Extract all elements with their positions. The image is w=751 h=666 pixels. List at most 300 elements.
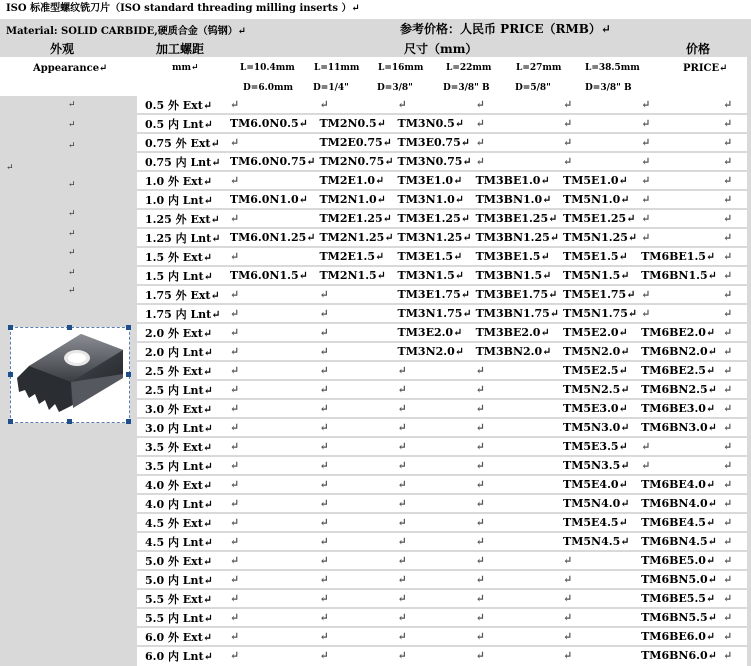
- part-number-cell[interactable]: ↵: [315, 361, 393, 380]
- price-cell[interactable]: ↵: [719, 285, 751, 304]
- part-number-cell[interactable]: TM5N4.5↵: [559, 532, 637, 551]
- part-number-cell[interactable]: ↵: [315, 475, 393, 494]
- table-row: [137, 494, 751, 513]
- part-number-cell[interactable]: TM5N2.0↵: [559, 342, 637, 361]
- part-number-cell[interactable]: ↵: [226, 627, 316, 646]
- table-row: [137, 513, 751, 532]
- part-number-cell[interactable]: ↵: [559, 152, 637, 171]
- part-number-cell[interactable]: ↵: [315, 399, 393, 418]
- price-label: 参考价格：人民币 PRICE（RMB）↵: [400, 22, 611, 36]
- price-cell[interactable]: ↵: [719, 418, 751, 437]
- material-row: [0, 19, 751, 38]
- part-number-cell[interactable]: TM3BE2.0↵: [472, 323, 559, 342]
- paragraph-mark: ↵: [68, 180, 76, 190]
- threading-insert-icon: [11, 328, 129, 422]
- price-cell[interactable]: ↵: [719, 456, 751, 475]
- part-number-cell[interactable]: TM6BN4.5↵: [637, 532, 719, 551]
- part-number-cell[interactable]: ↵: [637, 228, 719, 247]
- table-row: [137, 323, 751, 342]
- part-number-cell[interactable]: TM6.0N0.5↵: [226, 114, 316, 133]
- part-number-cell[interactable]: ↵: [315, 627, 393, 646]
- table-row: [137, 361, 751, 380]
- pitch-cell[interactable]: 1.5 内 Lnt↵: [137, 266, 226, 285]
- part-number-cell[interactable]: TM3N2.0↵: [394, 342, 472, 361]
- price-cell[interactable]: ↵: [719, 627, 751, 646]
- part-number-cell[interactable]: TM6BN5.0↵: [637, 570, 719, 589]
- resize-handle[interactable]: [126, 372, 131, 377]
- part-number-cell[interactable]: TM5E1.5↵: [559, 247, 637, 266]
- resize-handle[interactable]: [8, 419, 13, 424]
- price-cell[interactable]: ↵: [719, 361, 751, 380]
- part-number-cell[interactable]: ↵: [472, 114, 559, 133]
- pitch-cell[interactable]: 4.5 外 Ext↵: [137, 513, 226, 532]
- table-row: [137, 380, 751, 399]
- part-number-cell[interactable]: ↵: [637, 133, 719, 152]
- part-number-cell[interactable]: ↵: [226, 456, 316, 475]
- part-number-cell[interactable]: ↵: [472, 646, 559, 664]
- part-number-cell[interactable]: ↵: [475, 98, 485, 111]
- part-number-cell[interactable]: ↵: [637, 114, 719, 133]
- part-number-cell[interactable]: TM5N4.0↵: [559, 494, 637, 513]
- price-cell[interactable]: ↵: [719, 171, 751, 190]
- part-number-cell[interactable]: TM5E4.0↵: [559, 475, 637, 494]
- part-number-cell[interactable]: ↵: [472, 608, 559, 627]
- price-cell[interactable]: ↵: [719, 646, 751, 664]
- price-cell[interactable]: ↵: [719, 399, 751, 418]
- part-number-cell[interactable]: ↵: [472, 570, 559, 589]
- part-number-cell[interactable]: ↵: [226, 418, 316, 437]
- part-number-cell[interactable]: ↵: [226, 323, 316, 342]
- part-number-cell[interactable]: TM3BE1.75↵: [472, 285, 559, 304]
- price-cell[interactable]: ↵: [719, 494, 751, 513]
- part-number-cell[interactable]: ↵: [226, 209, 316, 228]
- part-number-cell[interactable]: TM6BN1.5↵: [637, 266, 719, 285]
- part-number-cell[interactable]: ↵: [394, 608, 472, 627]
- table-row: [137, 304, 751, 323]
- pitch-cell[interactable]: 2.0 内 Lnt↵: [137, 342, 226, 361]
- table-row: [137, 399, 751, 418]
- part-number-cell[interactable]: TM6BE2.5↵: [637, 361, 719, 380]
- price-cell[interactable]: ↵: [719, 570, 751, 589]
- material-text: Material: SOLID CARBIDE,硬质合金（钨钢）↵: [6, 26, 247, 37]
- part-number-cell[interactable]: TM2N0.75↵: [315, 152, 393, 171]
- pitch-cell[interactable]: 5.5 外 Ext↵: [137, 589, 226, 608]
- part-number-cell[interactable]: TM2N1.25↵: [315, 228, 393, 247]
- part-number-cell[interactable]: ↵: [472, 494, 559, 513]
- resize-handle[interactable]: [8, 372, 13, 377]
- part-number-cell[interactable]: ↵: [394, 570, 472, 589]
- part-number-cell[interactable]: ↵: [226, 304, 316, 323]
- part-number-cell[interactable]: ↵: [559, 646, 637, 664]
- part-number-cell[interactable]: TM5N3.5↵: [559, 456, 637, 475]
- paragraph-mark: ↵: [68, 248, 76, 258]
- part-number-cell[interactable]: ↵: [397, 98, 407, 111]
- part-number-cell[interactable]: ↵: [637, 209, 719, 228]
- part-number-cell[interactable]: ↵: [226, 171, 316, 190]
- part-number-cell[interactable]: TM3BE1.0↵: [472, 171, 559, 190]
- part-number-cell[interactable]: ↵: [315, 418, 393, 437]
- pitch-cell[interactable]: 2.5 外 Ext↵: [137, 361, 226, 380]
- part-number-cell[interactable]: ↵: [472, 551, 559, 570]
- part-number-cell[interactable]: ↵: [472, 380, 559, 399]
- part-number-cell[interactable]: ↵: [637, 285, 719, 304]
- table-row: [137, 437, 751, 456]
- pitch-cell[interactable]: 5.0 内 Lnt↵: [137, 570, 226, 589]
- part-number-cell[interactable]: ↵: [472, 589, 559, 608]
- header-row: [0, 38, 751, 57]
- price-cell[interactable]: ↵: [719, 342, 751, 361]
- part-number-cell[interactable]: ↵: [472, 133, 559, 152]
- subheader-row: [0, 57, 751, 96]
- table-row: [137, 551, 751, 570]
- table-body: [137, 96, 751, 664]
- part-number-cell[interactable]: TM2E1.5↵: [315, 247, 393, 266]
- part-number-cell[interactable]: TM3BE1.25↵: [472, 209, 559, 228]
- part-number-cell[interactable]: ↵: [637, 152, 719, 171]
- part-number-cell[interactable]: TM3BN1.5↵: [472, 266, 559, 285]
- part-number-cell[interactable]: ↵: [637, 437, 719, 456]
- part-number-cell[interactable]: ↵: [637, 456, 719, 475]
- part-number-cell[interactable]: ↵: [394, 646, 472, 664]
- part-number-cell[interactable]: TM6BE5.5↵: [637, 589, 719, 608]
- pitch-cell[interactable]: 0.75 内 Lnt↵: [137, 152, 226, 171]
- part-number-cell[interactable]: ↵: [394, 494, 472, 513]
- part-number-cell[interactable]: ↵: [226, 551, 316, 570]
- part-number-cell[interactable]: ↵: [472, 152, 559, 171]
- part-number-cell[interactable]: TM3N1.5↵: [394, 266, 472, 285]
- part-number-cell[interactable]: ↵: [559, 133, 637, 152]
- price-cell[interactable]: ↵: [723, 98, 733, 111]
- table-row: [137, 589, 751, 608]
- part-number-cell[interactable]: ↵: [641, 98, 651, 111]
- part-number-cell[interactable]: ↵: [226, 646, 316, 664]
- part-number-cell[interactable]: ↵: [315, 437, 393, 456]
- part-number-cell[interactable]: ↵: [226, 513, 316, 532]
- pitch-cell[interactable]: 5.0 外 Ext↵: [137, 551, 226, 570]
- part-number-cell[interactable]: ↵: [226, 589, 316, 608]
- part-number-cell[interactable]: ↵: [315, 285, 393, 304]
- table-row: [137, 608, 751, 627]
- price-cell[interactable]: ↵: [719, 589, 751, 608]
- part-number-cell[interactable]: ↵: [559, 570, 637, 589]
- pitch-cell[interactable]: 2.5 内 Lnt↵: [137, 380, 226, 399]
- part-number-cell[interactable]: ↵: [472, 456, 559, 475]
- part-number-cell[interactable]: ↵: [315, 646, 393, 664]
- part-number-cell[interactable]: TM2N1.5↵: [315, 266, 393, 285]
- part-number-cell[interactable]: ↵: [226, 570, 316, 589]
- part-number-cell[interactable]: TM5E2.0↵: [559, 323, 637, 342]
- part-number-cell[interactable]: ↵: [472, 627, 559, 646]
- part-number-cell[interactable]: TM6.0N0.75↵: [226, 152, 316, 171]
- price-cell[interactable]: ↵: [719, 114, 751, 133]
- table-row: [137, 342, 751, 361]
- price-cell[interactable]: ↵: [719, 190, 751, 209]
- price-cell[interactable]: ↵: [719, 513, 751, 532]
- col-diameter: D=3/8": [377, 83, 413, 93]
- part-number-cell[interactable]: TM5E1.0↵: [559, 171, 637, 190]
- pitch-cell[interactable]: 4.5 内 Lnt↵: [137, 532, 226, 551]
- price-cell[interactable]: ↵: [719, 152, 751, 171]
- part-number-cell[interactable]: ↵: [226, 361, 316, 380]
- part-number-cell[interactable]: ↵: [226, 494, 316, 513]
- resize-handle[interactable]: [67, 419, 72, 424]
- pitch-cell[interactable]: 1.5 外 Ext↵: [137, 247, 226, 266]
- part-number-cell[interactable]: ↵: [563, 98, 573, 111]
- part-number-cell[interactable]: ↵: [319, 98, 329, 111]
- price-cell[interactable]: ↵: [719, 437, 751, 456]
- col-diameter: D=5/8": [515, 83, 551, 93]
- part-number-cell[interactable]: ↵: [315, 608, 393, 627]
- part-number-cell[interactable]: TM3N0.5↵: [394, 114, 472, 133]
- part-number-cell[interactable]: TM5E1.75↵: [559, 285, 637, 304]
- part-number-cell[interactable]: TM3BN2.0↵: [472, 342, 559, 361]
- part-number-cell[interactable]: TM2N0.5↵: [315, 114, 393, 133]
- part-number-cell[interactable]: ↵: [394, 456, 472, 475]
- right-border: [747, 38, 751, 666]
- part-number-cell[interactable]: TM3E1.0↵: [394, 171, 472, 190]
- price-cell[interactable]: ↵: [719, 266, 751, 285]
- part-number-cell[interactable]: ↵: [394, 418, 472, 437]
- price-cell[interactable]: ↵: [719, 323, 751, 342]
- price-cell[interactable]: ↵: [719, 209, 751, 228]
- part-number-cell[interactable]: ↵: [315, 570, 393, 589]
- price-cell[interactable]: ↵: [719, 608, 751, 627]
- table-row: [137, 475, 751, 494]
- pitch-cell[interactable]: 0.5 内 Lnt↵: [137, 114, 226, 133]
- price-cell[interactable]: ↵: [719, 475, 751, 494]
- part-number-cell[interactable]: TM3N1.0↵: [394, 190, 472, 209]
- part-number-cell[interactable]: TM6.0N1.0↵: [226, 190, 316, 209]
- col-length: L=38.5mm: [585, 63, 640, 73]
- part-number-cell[interactable]: TM3BE1.5↵: [472, 247, 559, 266]
- pitch-cell[interactable]: 1.25 外 Ext↵: [137, 209, 226, 228]
- appearance-header-en: Appearance↵: [33, 63, 108, 74]
- part-number-cell[interactable]: ↵: [394, 437, 472, 456]
- part-number-cell[interactable]: TM3BN1.0↵: [472, 190, 559, 209]
- part-number-cell[interactable]: TM2E1.0↵: [315, 171, 393, 190]
- part-number-cell[interactable]: ↵: [559, 114, 637, 133]
- table-row: [137, 152, 751, 171]
- part-number-cell[interactable]: ↵: [394, 399, 472, 418]
- part-number-cell[interactable]: ↵: [226, 247, 316, 266]
- price-cell[interactable]: ↵: [719, 304, 751, 323]
- part-number-cell[interactable]: TM3N1.25↵: [394, 228, 472, 247]
- part-number-cell[interactable]: ↵: [394, 627, 472, 646]
- part-number-cell[interactable]: ↵: [394, 551, 472, 570]
- part-number-cell[interactable]: ↵: [315, 323, 393, 342]
- col-diameter: D=6.0mm: [243, 83, 294, 93]
- price-cell[interactable]: ↵: [719, 551, 751, 570]
- part-number-cell[interactable]: ↵: [472, 437, 559, 456]
- appearance-header-cn: 外观: [50, 42, 75, 56]
- part-number-cell[interactable]: ↵: [229, 98, 240, 111]
- paragraph-mark: ↵: [68, 100, 76, 110]
- part-number-cell[interactable]: TM6BE5.0↵: [637, 551, 719, 570]
- part-number-cell[interactable]: TM5N3.0↵: [559, 418, 637, 437]
- price-cell[interactable]: ↵: [719, 133, 751, 152]
- price-cell[interactable]: ↵: [719, 532, 751, 551]
- resize-handle[interactable]: [8, 325, 13, 330]
- part-number-cell[interactable]: ↵: [315, 589, 393, 608]
- pitch-cell[interactable]: 1.75 内 Lnt↵: [137, 304, 226, 323]
- pitch-cell[interactable]: 6.0 外 Ext↵: [137, 627, 226, 646]
- part-number-cell[interactable]: ↵: [226, 399, 316, 418]
- part-number-cell[interactable]: ↵: [472, 532, 559, 551]
- paragraph-mark: ↵: [6, 163, 14, 173]
- part-number-cell[interactable]: ↵: [394, 589, 472, 608]
- part-number-cell[interactable]: TM6BN4.0↵: [637, 494, 719, 513]
- pitch-cell[interactable]: 6.0 内 Lnt↵: [137, 646, 226, 664]
- price-cell[interactable]: ↵: [719, 247, 751, 266]
- pitch-cell[interactable]: 3.5 内 Lnt↵: [137, 456, 226, 475]
- part-number-cell[interactable]: ↵: [394, 361, 472, 380]
- part-number-cell[interactable]: TM6BN3.0↵: [637, 418, 719, 437]
- part-number-cell[interactable]: ↵: [472, 418, 559, 437]
- part-number-cell[interactable]: ↵: [394, 532, 472, 551]
- part-number-cell[interactable]: ↵: [472, 513, 559, 532]
- part-number-cell[interactable]: TM5N1.5↵: [559, 266, 637, 285]
- part-number-cell[interactable]: TM6.0N1.25↵: [226, 228, 316, 247]
- part-number-cell[interactable]: ↵: [226, 342, 316, 361]
- price-header-cn: 价格: [686, 42, 711, 56]
- part-number-cell[interactable]: TM2N1.0↵: [315, 190, 393, 209]
- part-number-cell[interactable]: ↵: [637, 304, 719, 323]
- part-number-cell[interactable]: ↵: [315, 342, 393, 361]
- part-number-cell[interactable]: ↵: [226, 285, 316, 304]
- part-number-cell[interactable]: TM2E0.75↵: [315, 133, 393, 152]
- document-title: ISO 标准型螺纹铣刀片（ISO standard threading milling inserts ）↵: [6, 3, 360, 14]
- pitch-cell[interactable]: 0.75 外 Ext↵: [137, 133, 226, 152]
- part-number-cell[interactable]: ↵: [226, 133, 316, 152]
- part-number-cell[interactable]: TM3N0.75↵: [394, 152, 472, 171]
- pitch-cell[interactable]: 0.5 外 Ext↵: [145, 98, 213, 112]
- paragraph-mark: ↵: [68, 268, 76, 278]
- table-row: [137, 209, 751, 228]
- part-number-cell[interactable]: ↵: [315, 532, 393, 551]
- pitch-cell[interactable]: 5.5 内 Lnt↵: [137, 608, 226, 627]
- part-number-cell[interactable]: TM3E1.75↵: [394, 285, 472, 304]
- part-number-cell[interactable]: ↵: [394, 513, 472, 532]
- table-row: [137, 190, 751, 209]
- part-number-cell[interactable]: TM3E1.5↵: [394, 247, 472, 266]
- col-length: L=16mm: [378, 63, 424, 73]
- part-number-cell[interactable]: ↵: [637, 190, 719, 209]
- part-number-cell[interactable]: TM5N1.75↵: [559, 304, 637, 323]
- part-number-cell[interactable]: TM3E0.75↵: [394, 133, 472, 152]
- paragraph-mark: ↵: [68, 120, 76, 130]
- paragraph-mark: ↵: [68, 286, 76, 296]
- price-cell[interactable]: ↵: [719, 228, 751, 247]
- part-number-cell[interactable]: TM3E1.25↵: [394, 209, 472, 228]
- part-number-cell[interactable]: TM5N1.25↵: [559, 228, 637, 247]
- resize-handle[interactable]: [126, 419, 131, 424]
- insert-product-image[interactable]: [10, 327, 130, 423]
- part-number-cell[interactable]: ↵: [315, 380, 393, 399]
- col-diameter: D=3/8" B: [585, 83, 632, 93]
- part-number-cell[interactable]: TM5E2.5↵: [559, 361, 637, 380]
- pitch-cell[interactable]: 3.5 外 Ext↵: [137, 437, 226, 456]
- resize-handle[interactable]: [126, 325, 131, 330]
- pitch-cell[interactable]: 3.0 外 Ext↵: [137, 399, 226, 418]
- col-diameter: D=1/4": [313, 83, 349, 93]
- part-number-cell[interactable]: ↵: [394, 475, 472, 494]
- part-number-cell[interactable]: TM6BE4.0↵: [637, 475, 719, 494]
- col-diameter: D=3/8" B: [443, 83, 490, 93]
- pitch-cell[interactable]: 1.0 内 Lnt↵: [137, 190, 226, 209]
- resize-handle[interactable]: [67, 325, 72, 330]
- part-number-cell[interactable]: TM6BE6.0↵: [637, 627, 719, 646]
- part-number-cell[interactable]: ↵: [315, 304, 393, 323]
- part-number-cell[interactable]: TM3BN1.75↵: [472, 304, 559, 323]
- part-number-cell[interactable]: ↵: [472, 399, 559, 418]
- part-number-cell[interactable]: TM5E3.0↵: [559, 399, 637, 418]
- part-number-cell[interactable]: TM3N1.75↵: [394, 304, 472, 323]
- table-row: [137, 266, 751, 285]
- part-number-cell[interactable]: ↵: [315, 513, 393, 532]
- pitch-cell[interactable]: 3.0 内 Lnt↵: [137, 418, 226, 437]
- part-number-cell[interactable]: TM3BN1.25↵: [472, 228, 559, 247]
- col-length: L=11mm: [314, 63, 360, 73]
- part-number-cell[interactable]: TM6BE1.5↵: [637, 247, 719, 266]
- part-number-cell[interactable]: TM6BN2.0↵: [637, 342, 719, 361]
- part-number-cell[interactable]: TM5N2.5↵: [559, 380, 637, 399]
- part-number-cell[interactable]: TM6BE3.0↵: [637, 399, 719, 418]
- part-number-cell[interactable]: ↵: [226, 475, 316, 494]
- part-number-cell[interactable]: ↵: [559, 589, 637, 608]
- part-number-cell[interactable]: ↵: [226, 532, 316, 551]
- part-number-cell[interactable]: ↵: [472, 475, 559, 494]
- price-header-en: PRICE↵: [683, 63, 728, 74]
- part-number-cell[interactable]: TM6BN6.0↵: [637, 646, 719, 664]
- part-number-cell[interactable]: ↵: [394, 380, 472, 399]
- part-number-cell[interactable]: ↵: [559, 551, 637, 570]
- part-number-cell[interactable]: TM5E4.5↵: [559, 513, 637, 532]
- part-number-cell[interactable]: TM5E3.5↵: [559, 437, 637, 456]
- pitch-unit: mm↵: [172, 63, 199, 73]
- part-number-cell[interactable]: TM5N1.0↵: [559, 190, 637, 209]
- pitch-cell[interactable]: 4.0 内 Lnt↵: [137, 494, 226, 513]
- part-number-cell[interactable]: ↵: [315, 456, 393, 475]
- part-number-cell[interactable]: TM6BE2.0↵: [637, 323, 719, 342]
- table-row: [137, 532, 751, 551]
- part-number-cell[interactable]: TM6BN5.5↵: [637, 608, 719, 627]
- part-number-cell[interactable]: TM6BE4.5↵: [637, 513, 719, 532]
- part-number-cell[interactable]: ↵: [559, 608, 637, 627]
- table-row: [137, 228, 751, 247]
- part-number-cell[interactable]: ↵: [226, 608, 316, 627]
- part-number-cell[interactable]: ↵: [226, 437, 316, 456]
- part-number-cell[interactable]: ↵: [315, 551, 393, 570]
- part-number-cell[interactable]: ↵: [315, 494, 393, 513]
- part-number-cell[interactable]: TM2E1.25↵: [315, 209, 393, 228]
- part-number-cell[interactable]: TM5E1.25↵: [559, 209, 637, 228]
- col-length: L=10.4mm: [240, 63, 295, 73]
- pitch-header-cn: 加工螺距: [156, 42, 205, 56]
- pitch-cell[interactable]: 2.0 外 Ext↵: [137, 323, 226, 342]
- part-number-cell[interactable]: TM3E2.0↵: [394, 323, 472, 342]
- part-number-cell[interactable]: ↵: [472, 361, 559, 380]
- pitch-cell[interactable]: 1.25 内 Lnt↵: [137, 228, 226, 247]
- part-number-cell[interactable]: ↵: [226, 380, 316, 399]
- part-number-cell[interactable]: ↵: [637, 171, 719, 190]
- pitch-cell[interactable]: 4.0 外 Ext↵: [137, 475, 226, 494]
- pitch-cell[interactable]: 1.0 外 Ext↵: [137, 171, 226, 190]
- part-number-cell[interactable]: TM6BN2.5↵: [637, 380, 719, 399]
- part-number-cell[interactable]: ↵: [559, 627, 637, 646]
- part-number-cell[interactable]: TM6.0N1.5↵: [226, 266, 316, 285]
- price-cell[interactable]: ↵: [719, 380, 751, 399]
- pitch-cell[interactable]: 1.75 外 Ext↵: [137, 285, 226, 304]
